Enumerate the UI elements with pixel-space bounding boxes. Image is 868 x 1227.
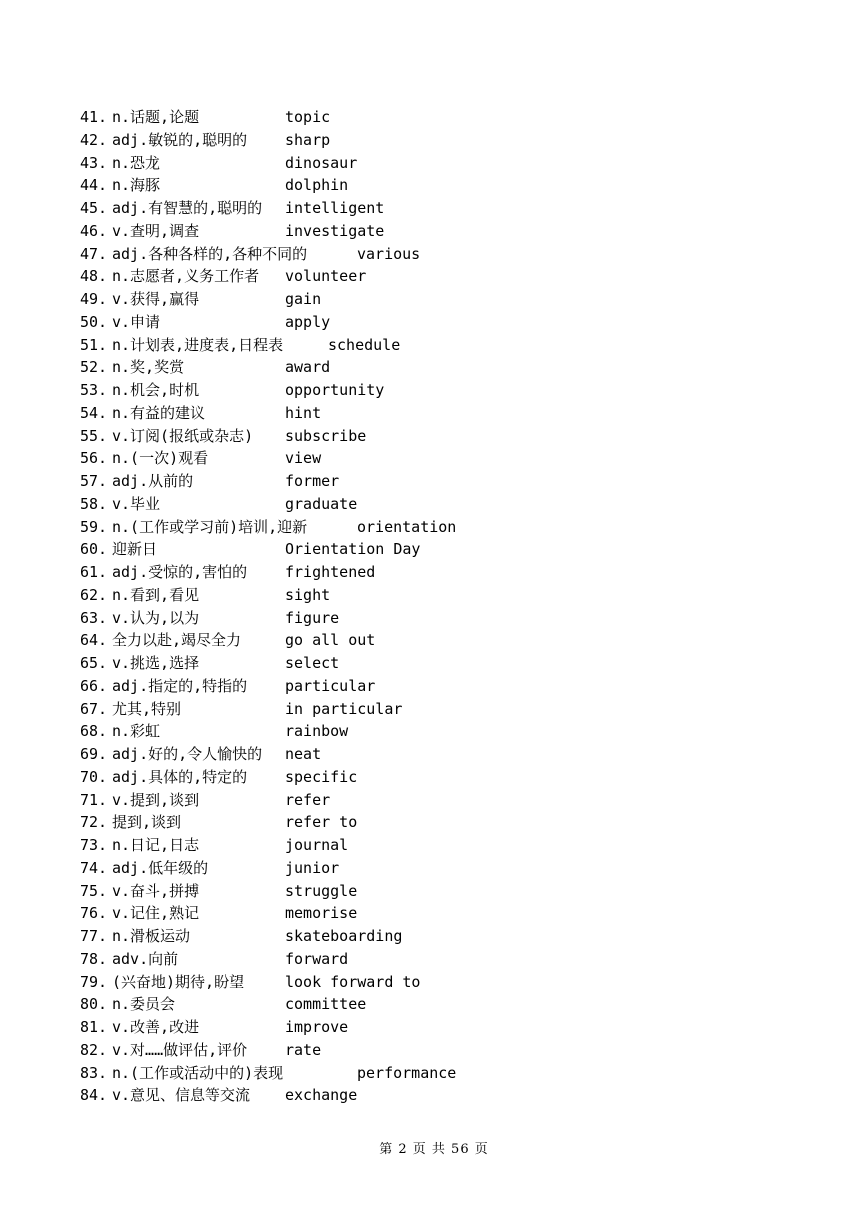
entry-number: 54. [80,403,108,422]
entry-english: dinosaur [285,153,358,172]
vocab-entry [0,447,868,470]
entry-english: sharp [285,130,331,149]
entry-number: 74. [80,858,108,877]
vocab-entry [0,925,868,948]
entry-number: 75. [80,881,108,900]
entry-number: 78. [80,949,108,968]
entry-english: particular [285,676,376,695]
entry-number: 68. [80,722,108,741]
entry-english: dolphin [285,176,349,195]
entry-number: 57. [80,472,108,490]
vocab-entry [0,561,868,584]
vocab-entry [0,902,868,925]
entry-english: volunteer [285,267,367,286]
entry-english: investigate [285,221,385,240]
entry-chinese: adj.指定的,特指的 [112,676,248,695]
vocab-entry [0,516,868,539]
entry-english: forward [285,949,349,968]
entry-number: 47. [80,244,108,263]
entry-chinese: v.挑选,选择 [112,654,200,672]
entry-english: improve [285,1018,349,1036]
entry-chinese: v.提到,谈到 [112,790,200,809]
entry-english: rate [285,1040,322,1059]
entry-chinese: n.日记,日志 [112,836,200,854]
entry-chinese: adj.受惊的,害怕的 [112,563,248,581]
vocab-entry [0,1016,868,1039]
entry-number: 77. [80,927,108,945]
entry-number: 49. [80,290,108,308]
entry-number: 83. [80,1063,108,1082]
entry-chinese: 尤其,特别 [112,699,182,718]
entry-number: 59. [80,517,108,536]
entry-english: orientation [357,517,457,536]
entry-number: 67. [80,699,108,718]
entry-chinese: v.奋斗,拼搏 [112,881,200,900]
vocab-entry [0,857,868,880]
entry-english: gain [285,290,322,308]
entry-number: 44. [80,176,108,195]
entry-english: subscribe [285,426,367,445]
entry-number: 52. [80,358,108,377]
entry-chinese: adj.从前的 [112,472,194,490]
entry-number: 64. [80,631,108,650]
vocab-entry [0,288,868,311]
entry-number: 79. [80,972,108,991]
vocab-entry [0,220,868,243]
entry-chinese: n.(工作或活动中的)表现 [112,1063,284,1082]
entry-chinese: adj.有智慧的,聪明的 [112,199,263,217]
vocab-entry [0,129,868,152]
entry-english: figure [285,608,340,627]
vocab-entry [0,834,868,857]
vocab-entry [0,334,868,357]
entry-english: intelligent [285,199,385,217]
entry-english: specific [285,767,358,786]
entry-english: struggle [285,881,358,900]
entry-chinese: v.查明,调查 [112,221,200,240]
entry-chinese: v.订阅(报纸或杂志) [112,426,254,445]
vocab-entry [0,720,868,743]
entry-chinese: adj.好的,令人愉快的 [112,745,263,763]
entry-chinese: n.滑板运动 [112,927,191,945]
vocab-entry [0,425,868,448]
entry-english: refer [285,790,331,809]
vocab-entry [0,1039,868,1062]
vocab-entry [0,607,868,630]
entry-number: 51. [80,335,108,354]
entry-english: go all out [285,631,376,650]
vocab-entry [0,1062,868,1085]
entry-english: rainbow [285,722,349,741]
entry-number: 61. [80,563,108,581]
vocab-entry [0,789,868,812]
vocab-entry [0,766,868,789]
entry-number: 50. [80,312,108,331]
entry-number: 80. [80,995,108,1014]
vocab-entry [0,675,868,698]
vocab-entry [0,993,868,1016]
vocab-list [0,106,868,1107]
entry-number: 72. [80,813,108,832]
entry-english: journal [285,836,349,854]
entry-number: 46. [80,221,108,240]
entry-english: committee [285,995,367,1014]
entry-number: 42. [80,130,108,149]
vocab-entry [0,971,868,994]
entry-chinese: n.海豚 [112,176,161,195]
page-footer: 第 2 页 共 56 页 [379,1142,489,1157]
entry-number: 41. [80,108,108,126]
entry-english: refer to [285,813,358,832]
entry-chinese: n.(工作或学习前)培训,迎新 [112,517,308,536]
entry-number: 84. [80,1086,108,1105]
vocab-entry [0,948,868,971]
vocab-entry [0,311,868,334]
entry-english: frightened [285,563,376,581]
entry-number: 53. [80,381,108,399]
entry-chinese: v.认为,以为 [112,608,200,627]
entry-chinese: v.申请 [112,312,161,331]
entry-english: exchange [285,1086,358,1105]
entry-number: 58. [80,494,108,513]
entry-chinese: n.志愿者,义务工作者 [112,267,260,286]
entry-chinese: n.计划表,进度表,日程表 [112,335,284,354]
entry-chinese: n.恐龙 [112,153,161,172]
entry-number: 60. [80,540,108,559]
entry-chinese: n.奖,奖赏 [112,358,185,377]
entry-chinese: adj.具体的,特定的 [112,767,248,786]
entry-number: 71. [80,790,108,809]
vocab-entry [0,197,868,220]
entry-number: 63. [80,608,108,627]
entry-number: 55. [80,426,108,445]
entry-english: view [285,449,322,468]
vocab-entry [0,174,868,197]
entry-chinese: v.改善,改进 [112,1018,200,1036]
vocab-entry [0,356,868,379]
vocab-entry [0,243,868,266]
entry-english: schedule [328,335,401,354]
entry-chinese: (兴奋地)期待,盼望 [112,972,245,991]
entry-english: various [357,244,421,263]
vocab-entry [0,470,868,493]
entry-chinese: v.对……做评估,评价 [112,1040,248,1059]
entry-number: 73. [80,836,108,854]
entry-english: sight [285,585,331,604]
entry-number: 62. [80,585,108,604]
vocab-entry [0,265,868,288]
vocab-entry [0,698,868,721]
entry-chinese: v.意见、信息等交流 [112,1086,251,1105]
vocab-entry [0,880,868,903]
entry-english: Orientation Day [285,540,421,559]
entry-english: neat [285,745,322,763]
vocab-entry [0,1084,868,1107]
entry-chinese: adv.向前 [112,949,179,968]
entry-chinese: n.彩虹 [112,722,161,741]
entry-chinese: adj.各种各样的,各种不同的 [112,244,308,263]
vocab-entry [0,152,868,175]
entry-chinese: 迎新日 [112,540,158,559]
vocab-entry [0,652,868,675]
vocab-entry [0,629,868,652]
entry-number: 48. [80,267,108,286]
entry-number: 81. [80,1018,108,1036]
entry-english: in particular [285,699,403,718]
entry-chinese: 全力以赴,竭尽全力 [112,631,242,650]
entry-chinese: n.话题,论题 [112,108,200,126]
entry-english: performance [357,1063,457,1082]
entry-chinese: 提到,谈到 [112,813,182,832]
vocab-entry [0,402,868,425]
entry-english: look forward to [285,972,421,991]
entry-chinese: adj.敏锐的,聪明的 [112,130,248,149]
entry-chinese: n.有益的建议 [112,403,206,422]
entry-number: 56. [80,449,108,468]
vocab-entry [0,538,868,561]
entry-number: 45. [80,199,108,217]
entry-number: 70. [80,767,108,786]
entry-number: 66. [80,676,108,695]
entry-english: graduate [285,494,358,513]
entry-chinese: v.记住,熟记 [112,904,200,923]
entry-english: hint [285,403,322,422]
entry-number: 65. [80,654,108,672]
entry-english: topic [285,108,331,126]
entry-english: award [285,358,331,377]
entry-number: 76. [80,904,108,923]
entry-english: memorise [285,904,358,923]
entry-chinese: v.获得,赢得 [112,290,200,308]
vocab-entry [0,811,868,834]
vocab-entry [0,584,868,607]
entry-chinese: n.机会,时机 [112,381,200,399]
entry-english: apply [285,312,331,331]
vocab-entry [0,106,868,129]
entry-english: former [285,472,340,490]
entry-chinese: adj.低年级的 [112,858,209,877]
entry-english: opportunity [285,381,385,399]
entry-number: 69. [80,745,108,763]
entry-chinese: v.毕业 [112,494,161,513]
entry-chinese: n.(一次)观看 [112,449,209,468]
entry-english: junior [285,858,340,877]
entry-number: 82. [80,1040,108,1059]
entry-chinese: n.看到,看见 [112,585,200,604]
entry-chinese: n.委员会 [112,995,176,1014]
vocab-entry [0,743,868,766]
entry-english: skateboarding [285,927,403,945]
vocab-entry [0,379,868,402]
entry-number: 43. [80,153,108,172]
entry-english: select [285,654,340,672]
vocab-entry [0,493,868,516]
